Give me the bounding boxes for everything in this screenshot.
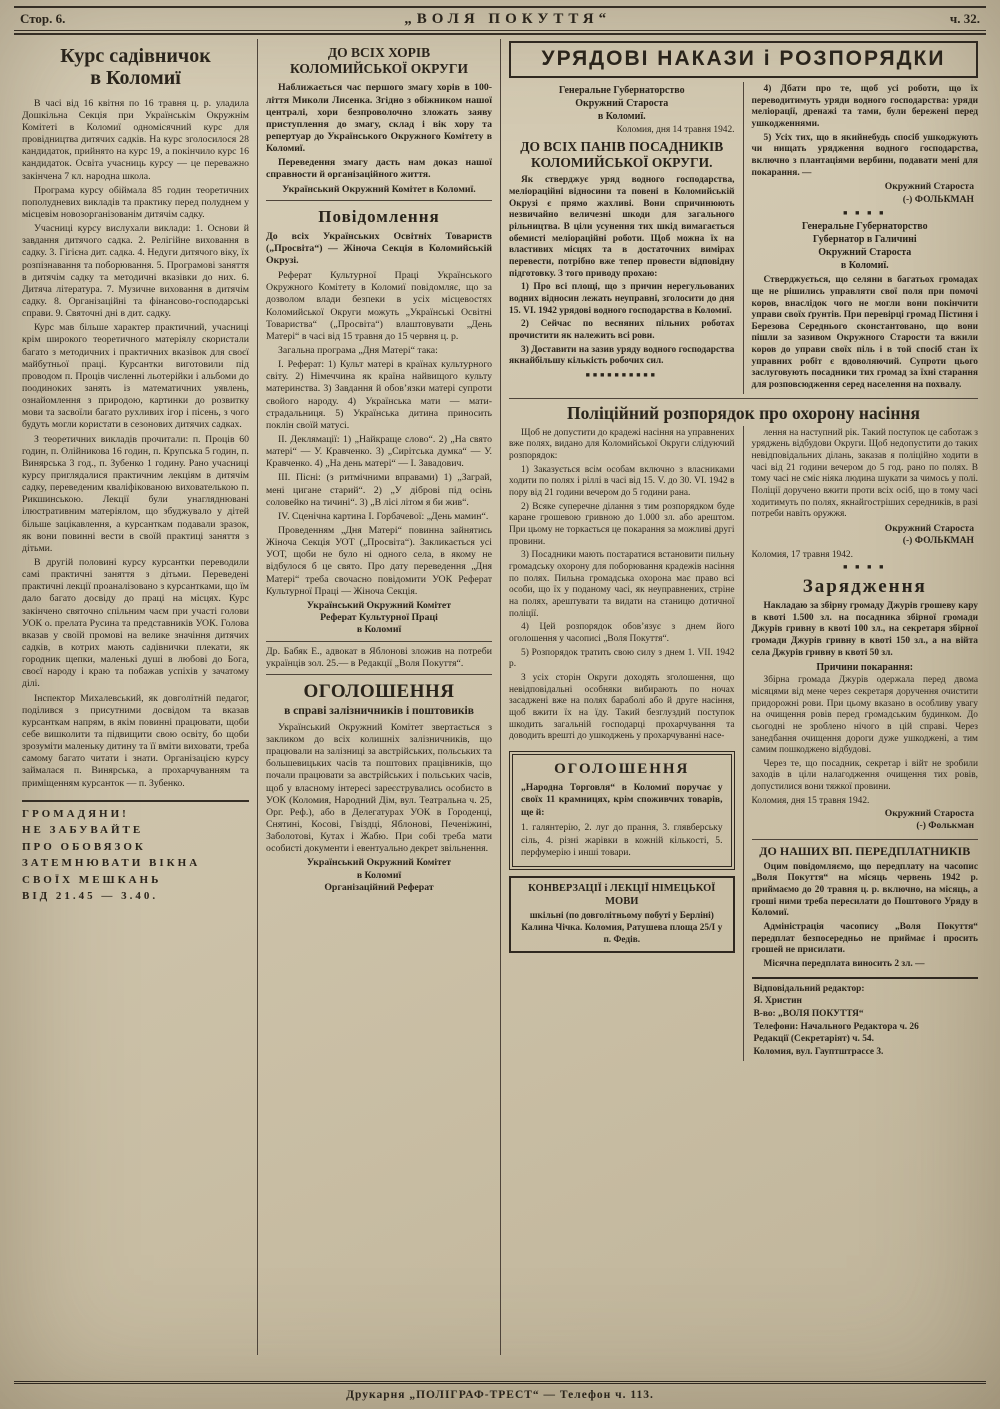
government-orders-header — [509, 41, 978, 78]
authority-line: Генеральне Губернаторство — [558, 85, 685, 96]
penalty-reasons-title: Причини покарання: — [816, 662, 914, 674]
railway-announcement-body — [266, 722, 492, 856]
blackout-line: НЕ ЗАБУВАЙТЕ — [22, 824, 144, 837]
issue-number: ч. 32. — [949, 11, 980, 26]
penalty-order-date: Коломия, дня 15 травня 1942. — [751, 795, 870, 806]
government-orders-right — [744, 82, 987, 394]
choirs-title-line2: КОЛОМИЙСЬКОЇ ОКРУГИ — [289, 61, 469, 77]
police-ordinance-right — [744, 426, 987, 1061]
trade-announcement-items: 1. галянтерію, 2. луг до прання, 3. глявберську сіль, 4. різні жарівки в кожній кількості, 5. перфумерію і инші товари. — [521, 822, 723, 859]
government-section — [500, 39, 986, 1355]
penalty-order-body — [752, 675, 979, 794]
authority-line: в Коломиї. — [597, 111, 646, 122]
signature-line: Окружний Староста — [884, 181, 974, 193]
german-lessons-details: шкільні (по довголітньому побуті у Берліні) Калина Чічка. Коломия, Ратушева площа 25/І у п. Федів. — [521, 910, 723, 946]
choirs-notice — [266, 45, 492, 196]
authority-line: в Коломиї. — [840, 260, 889, 272]
paragraph: 1) Про всі площі, що з причин нерегульованих водних відносин лежать неуправні, зголосити до дня 15. VI. 1942 урядові водного господарства в Коломиї. — [509, 282, 735, 316]
choirs-title-line1: ДО ВСІХ ХОРІВ — [327, 45, 431, 60]
paragraph: Програма курсу обіймала 85 годин теоретичних пополудневих викладів та практику перед полуднем у місцевім новозорганізованім дитячім садку. — [22, 184, 249, 221]
editorial-imprint-lines — [754, 983, 977, 1059]
penalty-order-title: Зарядження — [802, 575, 927, 597]
printer-imprint: Друкарня „ПОЛІГРАФ-ТРЕСТ“ — Телефон ч. 113. — [14, 1381, 986, 1401]
order-body-left — [509, 175, 735, 368]
paragraph: III. Пісні: (з ритмічними вправами) 1) „Заграй, мені цигане старий“. 2) „У діброві під осінь соловейко на тичині“. 3) „В лісі літом я би жив“. — [266, 472, 492, 508]
choirs-notice-title — [266, 45, 492, 77]
paragraph: Адміністрація часопису „Воля Покуття“ передплат безпосередньо не приймає і просить грошей не присилати. — [751, 922, 978, 956]
paragraph: Реферат Культурної Праці Українського Окружного Комітету в Коломиї повідомляє, що за дозволом влади безпеки в усіх місцевостях Коломийської Округи можуть „Українські Освітні Товариства“ („Просвіта“) влаштовувати „День Матері“ в часі від 15 травня до 15 червня ц. р. — [266, 270, 492, 342]
column-gardening-course — [14, 39, 257, 1355]
police-ordinance-columns — [501, 426, 986, 1061]
blackout-line: СВОЇХ МЕШКАНЬ — [22, 873, 162, 886]
signature-line: Український Окружний Комітет — [306, 857, 452, 869]
paragraph: З усіх сторін Округи доходять зголошення, що невідповідальні особняки вибирають по ночах засаджені вже на полях бараболі або й друге насіння, щоб вжити їх на їду. Такий безглуздий поступок шкодить загальній господарці прохарчування та доводить врешті до ушкоджень у прохарчуванні насе- — [509, 672, 735, 742]
paragraph: 3) Посадники мають постаратися встановити пильну громадську охорону для поборювання крадежів насіння по полях. Пильна громадська охорона має право всі особи, що їх у поданому часі, як неуправнених, стріне на полях, арештувати та видати на станицю дотичної поліції. — [509, 550, 735, 619]
authority-line: Генеральне Губернаторство — [801, 221, 928, 233]
povidomlennia-signature — [266, 600, 492, 637]
order-addressees-line2: КОЛОМИЙСЬКОЇ ОКРУГИ. — [531, 155, 713, 171]
page-columns — [14, 39, 986, 1355]
government-orders-header-text: УРЯДОВІ НАКАЗИ і РОЗПОРЯДКИ — [541, 47, 946, 70]
column-notices — [257, 39, 500, 1355]
povidomlennia-body — [266, 270, 492, 598]
railway-announcement — [266, 681, 492, 894]
signature-line: Український Окружний Комітет — [306, 599, 452, 611]
police-ordinance-body-right — [752, 428, 979, 521]
signature-line: Окружний Староста — [884, 523, 974, 534]
paragraph: Загальна програма „Дня Матері“ така: — [278, 345, 438, 356]
paragraph: 2) Всяке суперечне ділання з тим розпорядком буде каране грошевою гривною до 1.000 зл. або арештом. При цьому не торкається це покарання за можливі другі провини. — [509, 501, 735, 547]
police-ordinance-date: Коломия, 17 травня 1942. — [751, 549, 853, 560]
paragraph: 5) Усіх тих, що в якийнебудь спосіб ушкоджують чи нищать урядження водного господарства, включно з плантаціями вербини, подавати мені для покарання. — — [751, 132, 978, 178]
railway-announcement-title: ОГОЛОШЕННЯ — [303, 680, 455, 702]
choirs-signature: Український Окружний Комітет в Коломиї. — [282, 183, 476, 195]
paragraph: Курс мав більше характер практичний, учасниці крім широкого теоретичного матеріялу скористали багато з методичних і практичних вказівок для своєї майбутньої праці. Курсантки виготовили під проводом п. Проців численні льотерійки і альбоми до поодиноких занять із математичних уявлень, ознайомлення з природою, картинки до розвитку мови та засвоїли багато рухливих ігор і пісень, з чого будуть могли користати в сезонових дитячих садках. — [22, 322, 249, 431]
page-number: Стор. 6. — [20, 11, 66, 26]
commendation-paragraph: Стверджується, що селяни в багатьох громадах ще не рішились управляти свої поля при помочі коров, внаслідок чого не могли вони покінчити управи своїх ґрунтів. При перевірці громад Пістиня і Березова Середнього сконстантовано, що вони пішли за зазивом Окружного Старости та вжили коров до управи своїх піль і в той спосіб стан їх управних робіт є вдоволяючий. Супроти цього заслуговують посадники тих громад за їхні старання для розповсюдження серед населення на похвалу. — [751, 275, 978, 391]
paragraph: Як стверджує уряд водного господарства, меліораційні відносини та повені в Коломийській Окрузі є прямо жахливі. Вони спричинюють незвичайно величезні шкоди для загального рільництва. В ціли усунення тих шкід вимагається обемисті меліораційні роботи. Щоб можна їх на властивих місцях та в достаточних вимірах перевести, потрібно вже тепер провести відповідну підготовку. З того приводу прохаю: — [509, 175, 735, 279]
editorial-imprint-box — [752, 977, 979, 1061]
order-addressees-title — [509, 139, 735, 171]
paragraph: Наближається час першого змагу хорів в 100-ліття Миколи Лисенка. Згідно з обіжником нашої централі, хори безпроволочно зложать заяву приступлення до змагу, склад і вік хору та репертуар до Українського Окружного Комітету в Коломиї. — [266, 82, 492, 155]
trade-announcement-intro: „Народна Торговля“ в Коломиї поручає у своїх 11 крамницях, крім споживчих товарів, ще й: — [521, 781, 723, 818]
blackout-line: ВІД 21.45 — 3.40. — [22, 890, 159, 903]
blackout-notice — [22, 800, 249, 905]
imprint-line: Коломия, вул. Гауптштрассе 3. — [753, 1047, 884, 1058]
lawyer-donation-notice: Др. Бабяк Е., адвокат в Яблонові зложив на потреби українців зол. 25.— в Редакції „Воля Покуття“. — [266, 645, 492, 669]
paragraph: II. Деклямації: 1) „Найкраще слово“. 2) „На свято матері“ — У. Кравченко. 3) „Сирітська думка“ — У. Кравченко. 4) „На день матері“ — І. Завадович. — [266, 433, 492, 470]
ornament-squares: ■ ■ ■ ■ — [843, 209, 887, 218]
paragraph: 2) Сейчас по весняних пільних роботах прочистити як належить всі рови. — [509, 319, 735, 341]
penalty-order-signature — [752, 808, 975, 833]
railway-announcement-subtitle: в справі залізничників і поштовиків — [284, 704, 474, 717]
imprint-line: Відповідальний редактор: — [753, 983, 865, 994]
ornament-strip: ■■■■■■■■■■ — [585, 370, 658, 379]
railway-announcement-signature — [266, 857, 492, 894]
signature-line: в Коломиї — [356, 869, 402, 881]
paragraph: Український Окружний Комітет звертається з закликом до всіх колишніх залізничників, що працювали на залізниці за австрійських, польських та большевицьких часів та поштових працівників, що почали працювати за австрійських і польських часів, щоб у власному інтересі зареєструвались особисто в УОК (Коломия, Народний Дім, вул. Театральна ч. 25, Орг. Реф.), або в Делегатурах УОК в Городенці, Снятині, Косові, Гвіздці, Яблонові, Печеніжині, Заболотові, Кутах і Жабю. При собі треба мати особисті документи і евентуально декрет звільнення. — [266, 721, 492, 855]
article-title-gardening-course — [22, 45, 249, 90]
authority-line: Губернатор в Галичині — [812, 234, 917, 246]
newspaper-title: „ВОЛЯ ПОКУТТЯ“ — [404, 11, 612, 27]
imprint-line: Редакції (Секретаріят) ч. 54. — [753, 1034, 874, 1045]
masthead-rule — [14, 30, 986, 35]
penalty-order — [752, 576, 979, 833]
authority-lines — [509, 84, 735, 123]
police-ordinance-signature — [752, 523, 975, 548]
penalty-order-paragraph: Через те, що посадник, секретар і війт не зробили заходів в ціли налагодження очищення тих ровів, допустилися вони тяжкої провини. — [751, 758, 978, 793]
article-title-line1: Курс садівничок — [60, 45, 211, 67]
police-ordinance-body-left — [509, 428, 735, 743]
subscribers-notice — [752, 839, 979, 971]
article-body-gardening-course — [22, 98, 249, 790]
german-lessons-title: КОНВЕРЗАЦІЇ і ЛЕКЦІЇ НІМЕЦЬКОЇ МОВИ — [528, 882, 716, 907]
signature-line: Реферат Культурної Праці — [320, 612, 438, 624]
police-ordinance-left — [501, 426, 744, 1061]
paragraph: Щоб не допустити до крадежі насіння на управнених вже полях, видано для Коломийської Округи слідуючий розпорядок: — [509, 427, 735, 462]
paragraph: 4) Дбати про те, щоб усі роботи, що їх переводитимуть уряди водного господарства: уряди меліорації, дренажі та тами, були бережені перед ушкодженнями. — [751, 84, 978, 129]
article-title-line2: в Коломиї — [90, 67, 181, 90]
paragraph: I. Реферат: 1) Культ матері в країнах культурного світу. 2) Німеччина як країна найвищого культу материнства. 3) Завдання й обов’язки матері супроти свойого народу. 4) Українська мати — мати-страдальниця. 5) Українська дитина приносить поклін своїй матусі. — [266, 359, 492, 431]
imprint-line: Телефони: Начального Редактора ч. 26 — [753, 1021, 919, 1032]
blackout-lines — [22, 806, 249, 905]
paragraph: 5) Розпорядок тратить свою силу з днем 1. VII. 1942 р. — [509, 647, 735, 670]
trade-announcement-title: ОГОЛОШЕННЯ — [554, 760, 690, 777]
order-body-right — [752, 84, 979, 179]
penalty-order-intro: Накладаю за збірну громаду Джурів грошеву кару в квоті 1.500 зл. на посадника збірної громади Джурів гривну в квоті 100 зл., на секретаря збірної громади Джурів гривну в квоті 150 зл., а на війта села Джурів гривну в квоті 50 зл. — [751, 600, 978, 658]
authority-lines-2 — [752, 220, 979, 272]
imprint-line: В-во: „ВОЛЯ ПОКУТТЯ“ — [753, 1009, 864, 1019]
trade-announcement-box — [509, 751, 735, 870]
blackout-line: ПРО ОБОВЯЗОК — [22, 840, 146, 853]
authority-line: Окружний Староста — [818, 247, 912, 259]
blackout-line: ГРОМАДЯНИ! — [22, 807, 129, 820]
order-date: Коломия, дня 14 травня 1942. — [616, 125, 735, 135]
paragraph: Оцим повідомляємо, що передплату на часопис „Воля Покуття“ на місяць червень 1942 р. приймаємо до 20 травня ц. р. включно, на місяць, а гроші ними треба пересилати до Поштового Уряду в Коломиї. — [751, 861, 978, 919]
blackout-line: ЗАТЕМНЮВАТИ ВІКНА — [22, 857, 201, 870]
subscribers-notice-body — [752, 862, 979, 971]
divider-rule — [266, 200, 492, 201]
subscribers-notice-title: ДО НАШИХ ВП. ПЕРЕДПЛАТНИКІВ — [752, 839, 979, 859]
order-signature — [752, 181, 975, 206]
paragraph: IV. Сценічна картина І. Горбачевої: „День мамин“. — [278, 510, 489, 522]
paragraph: В другій половині курсу курсантки переводили самі практичні заняття з дітьми. Переведені практичні лекції проаналізовано з курсантками, що їм дало багато досвіду до праці на місцях. Курс закінчено святочно спільним чаєм при участі голови УОК о. прелата Русина та представників УОК. Голова вказав у своїй промові на велике значіння дитячих садків, в котрих мають садівнички плекати, як городник щепки, маленькі душі в любові до Бога, своєї народу і краю та побажав успіхів у зачатому ділі. — [22, 556, 249, 690]
penalty-order-paragraph: Збірна громада Джурів одержала перед двома місяцями від мене через секретаря доручення очистити придорожні рови. При цьому вказано в особливу увагу на очищення ровів перед громадським будинком. До сьогодні не зроблено нічого в цій справі. Через занедбання очищення дороги дуже ушкоджені, а тим самим пошкоджено відбудові. — [751, 675, 978, 756]
divider-rule — [22, 800, 249, 802]
commendation-paragraph-wrap — [752, 275, 979, 392]
order-addressees-line1: ДО ВСІХ ПАНІВ ПОСАДНИКІВ — [520, 139, 724, 154]
german-lessons-box — [509, 876, 735, 953]
government-orders-columns — [501, 82, 986, 394]
masthead — [14, 6, 986, 30]
povidomlennia-subtitle: До всіх Українських Освітніх Товариств („Просвіта“) — Жіноча Секція в Коломийській Окрузі. — [266, 230, 492, 267]
paragraph: 3) Доставити на зазив уряду водного господарства якнайбільшу кількість робочих сил. — [509, 344, 735, 367]
paragraph: Проведенням „Дня Матері“ повинна зайнятись Жіноча Секція УОТ („Просвіта“). Закликається усі УОТ, щоби не було ні одного села, в якому не відбулося б це свято. Про дату переведення „Дня Матері“ треба свочасно повідомити УОК Реферат Культурної Праці — Жіноча Секція. — [266, 524, 492, 597]
paragraph: Учасниці курсу вислухали виклади: 1. Основи й завдання дитячого садка. 2. Релігійне виховання в садку. 3. Гігієна дит. садка. 4. Недуги дитячого віку, їх розпізнавання та поборювання. 5. Програмові заняття в дитячім садку та методичні вказівки до них. 6. Дитяча література. 7. Музичне виховання в дитячім садку. 8. Організаційні та фінансово-господарські справи. 9. Святочні дні в дит. садку. — [22, 223, 249, 320]
imprint-line: Я. Христин — [753, 996, 802, 1007]
paragraph: лення на наступний рік. Такий поступок це саботаж з уряджень відбудови Округи. Щоб недопустити до таких невідповідальних ділань, заказав я поліційно ходити в часі від 21 години вечером до 5 год. рано по полях. В тому часі не сміє ніяка людина шукати за чимось у полі. Поліції доручено вжити проти всіх осіб, що в тому часі ходитимуть по полях, якнайгостріших середників, в разі потреби навіть оружжя. — [751, 427, 978, 520]
povidomlennia-notice — [266, 207, 492, 637]
divider-rule — [266, 674, 492, 675]
police-ordinance-title: Поліційний розпорядок про охорону насіння — [509, 398, 978, 424]
paragraph: Місячна передплата виносить 2 зл. — — [763, 958, 925, 969]
signature-line: Організаційний Реферат — [324, 881, 434, 893]
signature-line: Окружний Староста — [884, 807, 974, 819]
signature-line: (-) ФОЛЬКМАН — [902, 193, 974, 205]
authority-line: Окружний Староста — [575, 98, 669, 109]
paragraph: З теоретичних викладів прочитали: п. Проців 60 годин, п. Олійникова 16 годин, п. Крупська 5 годин, п. Винярська 3 год., п. Зубенко 1 годину. Рано учасниці курсу приглядалися практичним лекціям в дитячім садку, переведеним кваліфікованою вихователькою п. Рикшинською. Лекції були унагляднювані ілюстративним матеріялом, що збуджувало у дітей більше зацікавлення, а курсанткам подавали зразок, як вони повинні вести в своїй практиці заняття з дітьми. — [22, 433, 249, 554]
signature-line: в Коломиї — [356, 624, 402, 636]
paragraph: В часі від 16 квітня по 16 травня ц. р. уладила Дошкільна Секція при Українськім Окружнім Комітеті в Коломиї одномісячний курс для провідництва дитячих садків. На курс зголосилося 28 кандидаток, прийнято на курс 19, а покінчило курс 16 кандидаток. Освіта учасниць курсу — це переважно закінчена 7 кл. народна школа. — [22, 97, 249, 182]
paragraph: 4) Цей розпорядок обов’язує з днем його оголошення у часописі „Воля Покуття“. — [509, 622, 735, 644]
signature-line: (-) ФОЛЬКМАН — [902, 535, 974, 547]
choirs-notice-body — [266, 82, 492, 181]
povidomlennia-title: Повідомлення — [318, 206, 440, 226]
paragraph: 1) Заказується всім особам включно з власниками ходити по полях і ріллі в часі від 15. V. до 30. VI. 1942 в пору від 21 години вечером до 5 години рана. — [509, 464, 735, 499]
divider-rule — [266, 641, 492, 642]
penalty-order-intro-wrap — [752, 601, 979, 659]
signature-line: (-) Фолькман — [916, 820, 974, 832]
government-orders-left — [501, 82, 744, 394]
ornament-squares: ■ ■ ■ ■ — [843, 562, 887, 571]
paragraph: Переведення змагу дасть нам доказ нашої справности й організаційного життя. — [266, 157, 492, 181]
paragraph: Інспектор Михалевський, як довголітній педагог, поділився з присутними досвідом та вказав курсанткам напрям, в якім повинні працювати, щоби себе вишколити та підвищити свою освіту, бо щоби зрозуміти маленьку дитину та її вміти виховати, треба самому багато читати і знати. Організацією курсу займалася п. Винярська, а прохарчуванням та приміщенням курсанток — п. Зубенко. — [22, 692, 249, 789]
